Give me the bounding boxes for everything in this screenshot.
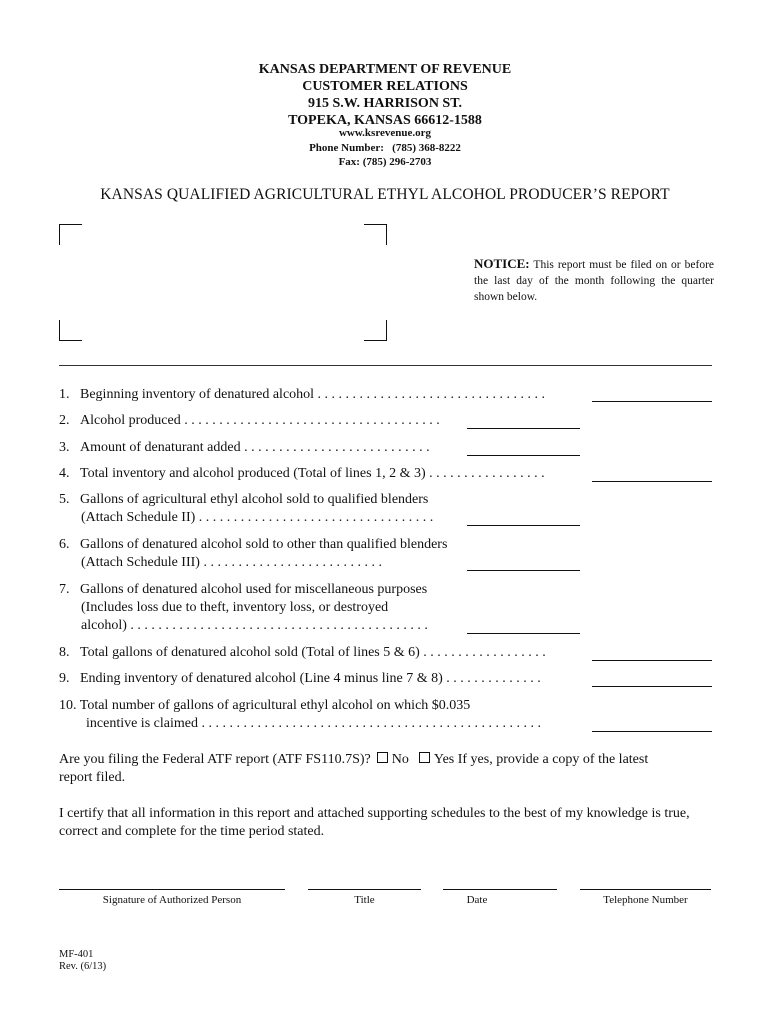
- line-number: 7.: [59, 582, 70, 597]
- line-label: Alcohol produced . . . . . . . . . . . . . . . . . . . . . . . . . . . . . . . . . . . . .: [80, 413, 440, 428]
- certification-statement: I certify that all information in this report and attached supporting schedules to the best of my knowledge is true, correct and complete for the time period stated.: [59, 806, 690, 839]
- notice-text: This report must be filed on or before the last day of the month following the quarter shown below.: [474, 259, 714, 303]
- agency-phone: Phone Number: (785) 368-8222: [309, 142, 461, 154]
- line-1-input[interactable]: [592, 401, 712, 402]
- telephone-field[interactable]: [580, 889, 711, 890]
- line-8-input[interactable]: [592, 660, 712, 661]
- line-10: [59, 697, 470, 715]
- line-label: Beginning inventory of denatured alcohol . . . . . . . . . . . . . . . . . . . . . . . . . . . . . . . . .: [80, 387, 546, 402]
- notice-label: NOTICE:: [474, 256, 530, 271]
- line-label: Gallons of agricultural ethyl alcohol sold to qualified blenders: [80, 492, 429, 507]
- agency-fax: Fax: (785) 296-2703: [338, 156, 432, 168]
- corner-bottom-right: [364, 320, 387, 341]
- line-7-input[interactable]: [467, 633, 580, 634]
- line-number: 10.: [59, 698, 77, 713]
- atf-question: Are you filing the Federal ATF report (ATF FS110.7S)?: [59, 752, 371, 767]
- line-number: 3.: [59, 440, 70, 455]
- line-2: [59, 412, 440, 430]
- title-field[interactable]: [308, 889, 421, 890]
- line-number: 5.: [59, 492, 70, 507]
- agency-name: KANSAS DEPARTMENT OF REVENUE: [258, 62, 512, 77]
- line-number: 8.: [59, 645, 70, 660]
- line-number: 1.: [59, 387, 70, 402]
- agency-street: 915 S.W. HARRISON ST.: [307, 96, 463, 111]
- atf-followup: If yes, provide a copy of the latest: [457, 752, 649, 767]
- no-label: No: [391, 752, 409, 767]
- date-field[interactable]: [443, 889, 557, 890]
- atf-followup-cont: report filed.: [59, 770, 126, 785]
- form-number: MF-401: [59, 949, 94, 960]
- line-7-cont: (Includes loss due to theft, inventory loss, or destroyed: [81, 600, 389, 615]
- agency-website: www.ksrevenue.org: [338, 127, 432, 139]
- line-number: 2.: [59, 413, 70, 428]
- line-2-input[interactable]: [467, 428, 580, 429]
- line-number: 9.: [59, 671, 70, 686]
- line-6-input[interactable]: [467, 570, 580, 571]
- line-label: Ending inventory of denatured alcohol (Line 4 minus line 7 & 8) . . . . . . . . . . . . . .: [80, 671, 541, 686]
- title-label: Title: [354, 894, 375, 906]
- atf-question-block: [59, 751, 719, 787]
- section-divider: [59, 365, 712, 366]
- line-7-cont2: alcohol) . . . . . . . . . . . . . . . . . . . . . . . . . . . . . . . . . . . . . . . . . . .: [81, 618, 428, 633]
- line-5: [59, 491, 428, 509]
- yes-checkbox[interactable]: [419, 752, 430, 763]
- line-3-input[interactable]: [467, 455, 580, 456]
- signature-field[interactable]: [59, 889, 285, 890]
- no-checkbox[interactable]: [377, 752, 388, 763]
- line-7: [59, 581, 427, 599]
- line-label: Total gallons of denatured alcohol sold (Total of lines 5 & 6) . . . . . . . . . . . . . . . . . .: [80, 645, 546, 660]
- line-8: [59, 644, 546, 662]
- line-5-input[interactable]: [467, 525, 580, 526]
- line-1: [59, 386, 545, 404]
- corner-top-right: [364, 224, 387, 245]
- line-4: [59, 465, 545, 483]
- corner-bottom-left: [59, 320, 82, 341]
- line-9-input[interactable]: [592, 686, 712, 687]
- agency-division: CUSTOMER RELATIONS: [302, 79, 468, 94]
- filing-notice: [474, 256, 714, 305]
- line-label: Gallons of denatured alcohol used for miscellaneous purposes: [80, 582, 428, 597]
- agency-city: TOPEKA, KANSAS 66612-1588: [288, 113, 482, 128]
- line-4-input[interactable]: [592, 481, 712, 482]
- line-label: Total number of gallons of agricultural ethyl alcohol on which $0.035: [79, 698, 471, 713]
- form-title: KANSAS QUALIFIED AGRICULTURAL ETHYL ALCOHOL PRODUCER’S REPORT: [100, 186, 670, 203]
- line-number: 4.: [59, 466, 70, 481]
- line-3: [59, 439, 430, 457]
- line-6: [59, 536, 447, 554]
- line-10-input[interactable]: [592, 731, 712, 732]
- form-revision: Rev. (6/13): [59, 961, 107, 972]
- line-10-cont: incentive is claimed . . . . . . . . . . . . . . . . . . . . . . . . . . . . . . . . . . . . . . . . . . . . . . . . .: [86, 716, 541, 731]
- yes-label: Yes: [433, 752, 455, 767]
- line-label: Total inventory and alcohol produced (Total of lines 1, 2 & 3) . . . . . . . . . . . . . . . . .: [80, 466, 545, 481]
- line-5-cont: (Attach Schedule II) . . . . . . . . . . . . . . . . . . . . . . . . . . . . . . . . . .: [81, 510, 434, 525]
- line-9: [59, 670, 541, 688]
- date-label: Date: [466, 894, 488, 906]
- line-label: Gallons of denatured alcohol sold to other than qualified blenders: [80, 537, 448, 552]
- signature-label: Signature of Authorized Person: [102, 894, 242, 906]
- line-number: 6.: [59, 537, 70, 552]
- corner-top-left: [59, 224, 82, 245]
- telephone-label: Telephone Number: [603, 894, 688, 906]
- line-6-cont: (Attach Schedule III) . . . . . . . . . . . . . . . . . . . . . . . . . .: [81, 555, 382, 570]
- line-label: Amount of denaturant added . . . . . . . . . . . . . . . . . . . . . . . . . . .: [80, 440, 430, 455]
